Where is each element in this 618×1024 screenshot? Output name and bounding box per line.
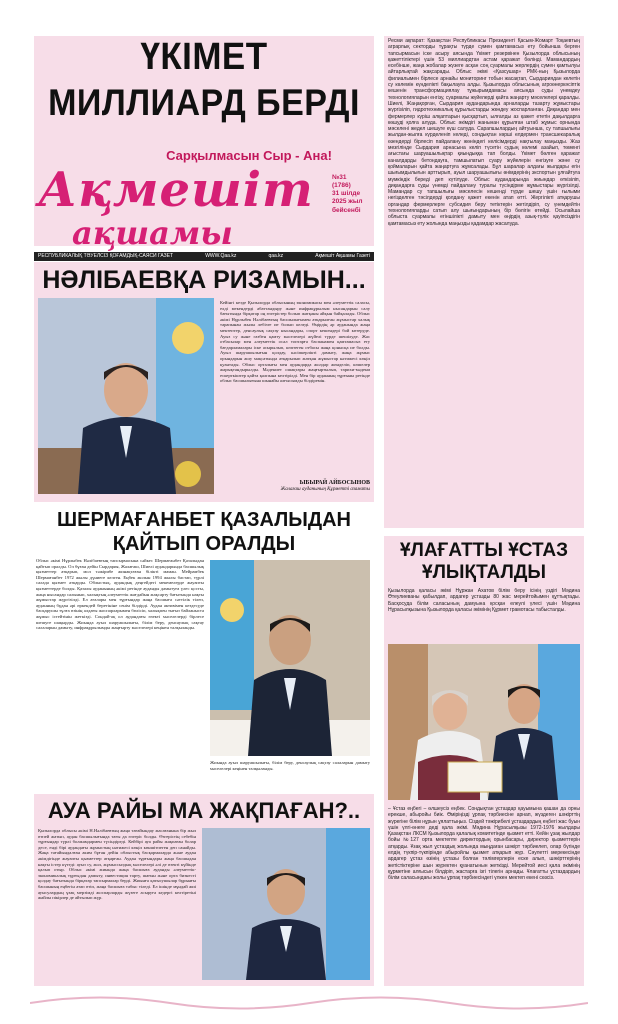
masthead-strip <box>34 252 374 261</box>
strip-left: РЕСПУБЛИКАЛЫҚ ТӘУЕЛСІЗ ҚОҒАМДЫҚ-САЯСИ ГАЗЕТ <box>38 253 174 259</box>
right-column <box>384 36 584 986</box>
main-headline-line1: ҮКІМЕТ <box>140 36 268 78</box>
ustaz-headline <box>384 540 584 584</box>
issue-date: 31 шілде <box>332 190 361 198</box>
aua-photo-art <box>202 828 370 980</box>
bottom-ornament <box>30 992 588 1014</box>
ustaz-photo <box>388 644 580 800</box>
shermaganbet-headline-line2: ҚАЙТЫП ОРАЛДЫ <box>112 533 296 555</box>
shermaganbet-photo <box>210 560 370 756</box>
issue-info <box>332 174 372 215</box>
issue-serial: (1786) <box>332 182 351 190</box>
byline-name: ЫБЫРАЙ АЙБОСЫНОВ <box>299 480 370 486</box>
nalibaev-byline <box>220 480 370 493</box>
slogan: Сарқылмасын Сыр - Ана! <box>166 148 332 163</box>
nalibaev-text: Кейінгі кезде Қызылорда облысының экономикасы мен әлеуметтік саласы, елді мекендерді абаттандыру және инфрақұрылым нысандарын салу бағытында бірқатар оң өзгерістер болып жатқаны айқын байқалады. Облыс әкімі Нұрлыбек Нәлібаевтың басшылығымен атқарылған жұмыстар халық тарапынан жылы лебізге ие болып келеді. Өңірдің әр ауданында жаңа мектептер, денсаулық сақтау нысандары, спорт кешендері бой көтеруде. Ауыз су және газбен қамту мәселелері жүйелі түрде шешілуде. Жас отбасылар мен әлеуметтік осал топтарға баспанамен қамтамасыз ету бағдарламалары іске асырылып, көптеген отбасы жаңа қонысқа ие болды. Ауыл шаруашылығын қолдау, кәсіпкерлікті дамыту, жаңа жұмыс орындарын ашу мақсатында атқарылып жатқан жұмыстар нәтижесі көңіл қуантады. Облыс орталығы мен аудандарда жолдар жөнделіп, көшелер жарықтандырылды. Мәдениет ошақтары жаңғыртылып, тарихи-мәдени ескерткіштер қайта қалпына келтірілді. Мен бір ауданның тұрғыны ретінде облыс басшылығына шынайы алғысымды білдіремін. <box>220 300 370 384</box>
shermaganbet-headline <box>34 510 374 554</box>
strip-site-short: qaa.kz <box>268 253 284 259</box>
ustaz-photo-art <box>388 644 580 800</box>
shermaganbet-photo-art <box>210 560 370 756</box>
main-headline-line2: МИЛЛИАРД БЕРДІ <box>48 82 360 123</box>
nalibaev-photo-art <box>38 298 214 494</box>
issue-number: №31 <box>332 174 347 181</box>
main-headline <box>48 38 361 121</box>
issue-year: 2025 жыл <box>332 198 363 206</box>
strip-site: WWW.Qaa.kz <box>205 253 237 259</box>
ustaz-text-top: Қызылорда қаласы әкімі Нұржан Ахатов білім беру ісінің үздігі Мәдина Өтеулиеваны қабылдап, ардагер ұстазды 80 жас мерейтойымен құттықтады. Басқосуда білім саласының дамуына қосқан елеулі үлесі үшін Мәдина Нұрасылқызына Қызылорда қаласы әкімінің Құрмет грамотасы табысталды. <box>388 588 580 613</box>
nalibaev-headline: НӘЛІБАЕВҚА РИЗАМЫН... <box>42 266 366 294</box>
nalibaev-photo <box>38 298 214 494</box>
aua-photo <box>202 828 370 980</box>
ustaz-headline-line2: ҰЛЫҚТАЛДЫ <box>422 561 546 583</box>
newspaper-page <box>34 36 584 986</box>
byline-title: Жалағаш ауданының Құрметті азаматы <box>280 487 370 493</box>
masthead-title: Ақмешіт <box>38 162 314 218</box>
bottom-ornament-art <box>30 992 588 1014</box>
left-column <box>34 36 374 986</box>
shermaganbet-headline-line1: ШЕРМАҒАНБЕТ ҚАЗАЛЫДАН <box>57 509 351 531</box>
shermaganbet-text-right: Жиында ауыл шаруашылығы, білім беру, денсаулық сақтау салаларын дамыту мәселелері кеңінен талқыланды. <box>210 760 370 771</box>
right-top-text: Ресми ақпарат: Қазақстан Республикасы Президенті Қасым-Жомарт Тоқаевтың аграрлық секторды тұрақты түрде сумен қамтамасыз ету бойынша берген тапсырмасын іске асыру аясында Үкімет резервінен Қызылорда облысының қажеттіліктері үшін 53 миллиардтан астам қаражат бөлінді. Мамандардың есебінше, жаңа жобалар жүзеге асқан соң суармалы жерлердің сумен қамтылуы айтарлықтай жақсарады. Облыс әкімі «Қазсушар» РМК-ның Қызылорда филиалымен бірлесе арнайы мониторинг тобын жасақтап, Сырдариядан келетін су көлемін күнделікті бақылауға алды. Қызылорда облысының агроөнеркәсіптік кешенін трансформациялау тұжырымдамасы аясында суды үнемдеу технологияларын енгізу, суармалы жүйелерді қайта жаңарту мәселелері қаралды. Шиелі, Жаңақорған, Сырдария аудандарында арналарды тазарту жұмыстары жүргізіліп, гидротехникалық құрылыстарды жөндеу жоспарланған. Диқандар мен фермерлер күріш алқаптарын қысқартып, ылғалды аз қажет ететін дақылдарға көшуді қолға алуда. Облыс әкімдігі жанынан құрылған штаб жұмыс орнында мәселені жедел шешуге күш салуда. Сарапшылардың айтуынша, су тапшылығы жылдан-жылға күрделеніп келеді, сондықтан көрші елдермен трансшекаралық өзендерді бірлесіп пайдалану жөніндегі келісімдерді нақтылау маңызды. Жаз мезгілінде Сырдария арнасына келіп түсетін судың көлемі азайып, төменгі ағыстағы шаруашылықтар қиындыққа тап болды. Үкімет бөлген қаражат каналдарды бетондауға, тамшылатып суару жүйелерін енгізуге және су қоймаларын қайта жаңартуға жұмсалады. Бұл шаралар алдағы жылдары егін шығымдылығын арттырып, ауыл шаруашылығы өнімдерінің экспортын ұлғайтуға мүмкіндік береді деп күтілуде. Облыс аудандарында жиындар өткізіліп, диқандарға суды үнемді пайдалану туралы түсіндірме жұмыстары жүргізілді. Мамандар су тапшылығы мәселесін кешенді түрде шешу үшін ғылыми негізделген тәсілдерді қолдану қажет екенін атап өтті. Жергілікті атқарушы органдар фермерлерге субсидия беру тетіктерін жетілдіріп, су үнемдейтін технологияларды сатып алу шығындарының бір бөлігін өтейді. Осылайша облыста суармалы егіншілікті дамыту мен өңірдің азық-түлік қауіпсіздігін қамтамасыз ету жолында маңызды қадамдар жасалуда. <box>388 38 580 227</box>
aua-text: Қызылорда облысы әкімі Н.Нәлібаевтың жаңа тағайындау жасағанына бір жыл өтпей жатып, аудан басшылығында тағы да өзгеріс болды. Өзгерістің себебін тұрғындар түрлі болжамдармен түсіндіреді. Кейбірі ауа райы жақпаған болар десе, енді бірі аудандағы жұмыстың нәтижесі көңіл көншітпеген деп санайды. Жаңа тағайындалған аким бұған дейін облыстық басқармаларда және аудан әкімдігінде жауапты қызметтер атқарған. Аудан тұрғындары жаңа басшыдан нақты істер күтеді: ауыз су, жол, жұмыссыздық мәселелері әлі де өзекті күйінде қалып отыр. Облыс әкімі жиында жаңа басшыға ауданды әлеуметтік-экономикалық тұрғыдан дамыту, инвестиция тарту, шағын және орта бизнесті қолдау бағытында бірқатар тапсырмалар берді. Жиынға қатысушылар бұрынғы басшының еңбегін атап өтіп, жаңа басшыға табыс тіледі. Ел ішінде мұндай жиі ауысулардың ұзақ мерзімді жоспарларды жүзеге асыруға кедергі келтіретіні жайлы пікірлер де айтылып жүр. <box>38 828 196 901</box>
aua-headline: АУА РАЙЫ МА ЖАҚПАҒАН?.. <box>47 798 361 823</box>
strip-right: Ақмешіт Ақшамы Газеті <box>315 253 370 259</box>
ustaz-text-bottom: – Ұстаз еңбегі – өлшеусіз еңбек. Сондықтан ұстаздар қауымына қашан да орны ерекше, абыройы биік. Өміріңізді ұрпақ тәрбиесіне арнап, жүздеген шәкірттің жүрегіне білім нұрын ұялаттыңыз. Сіздей тәжірибелі ұстаздардың еңбегі жас буын үшін үлгі-өнеге деді қала әкімі. Мәдина Нұрасылқызы 1972-1976 жылдары Қазақстан ЛКСМ Қызылорда қалалық комитетінде қызмет етті. Кейін ұзақ жылдар бойы №127 орта мектепте директордың орынбасары, директор қызметтерін атқарды. Ұзақ жыл ұстаздық жолында мыңдаған шәкірт тәрбиелеп, олар бүгінде елдің түкпір-түкпірінде абыройлы қызмет атқарып жүр. Сәулетті мерекесінде ардагер ұстаз өзінің ұстазы болған тәлімгерлерін еске алып, шәкірттерінің жетістіктеріне шын жүректен қуанатынын жеткізді. Мерейтой иесі қала әкімінің құрметіне алғысын білдіріп, жастарға ізгі тілегін арнады. Ұлағатты ұстаздардың білім саласындағы жолы ұрпақ тәрбиесіндегі үлкен мектеп екені сөзсіз. <box>388 806 580 882</box>
issue-day: бейсенбі <box>332 206 361 214</box>
shermaganbet-text-left: Облыс әкімі Нұрлыбек Нәлібаевтың тапсырмасына сәйкес Шермағанбет Қазалыдан қайтып оралды. Ол бұған дейін Сырдария, Жалағаш, Шиелі аудандарында басшылық қызметтер атқарып, мол тәжірибе жинақтаған білікті маман. Мейрамбек Шермағанбет 1972 жылы дүниеге келген. Еңбек жолын 1994 жылы бастап, түрлі салада қызмет атқарды. Облыстық, аудандық деңгейдегі мекемелерде жауапты қызметтерде болды. Қазалы ауданының әкімі ретінде ауданды дамытуға үлес қосты, жаңа нысандар салынып, халықтың әлеуметтік жағдайын жақсарту бағытында нақты жұмыстар жүргізілді. Ел ағалары мен тұрғындар жаңа басшыға сәттілік тілеп, ауданның бұдан әрі өркендей беретініне сенім білдірді. Аудан активімен кездесуде басқарушы тұлға өзінің алдағы жоспарларымен бөлісіп, халықпен тығыз байланыста жұмыс істейтінін жеткізді. Сондай-ақ ол аудандағы өзекті мәселелерді бірлесе шешуге шақырды. Жиында ауыл шаруашылығы, білім беру, денсаулық сақтау салаларын дамыту, инфрақұрылымды жаңғырту мәселелері кеңінен талқыланды. <box>36 558 204 631</box>
ustaz-headline-line1: ҰЛАҒАТТЫ ҰСТАЗ <box>399 540 569 561</box>
masthead-subtitle: ақшамы <box>72 214 233 252</box>
masthead-logo <box>38 162 330 252</box>
